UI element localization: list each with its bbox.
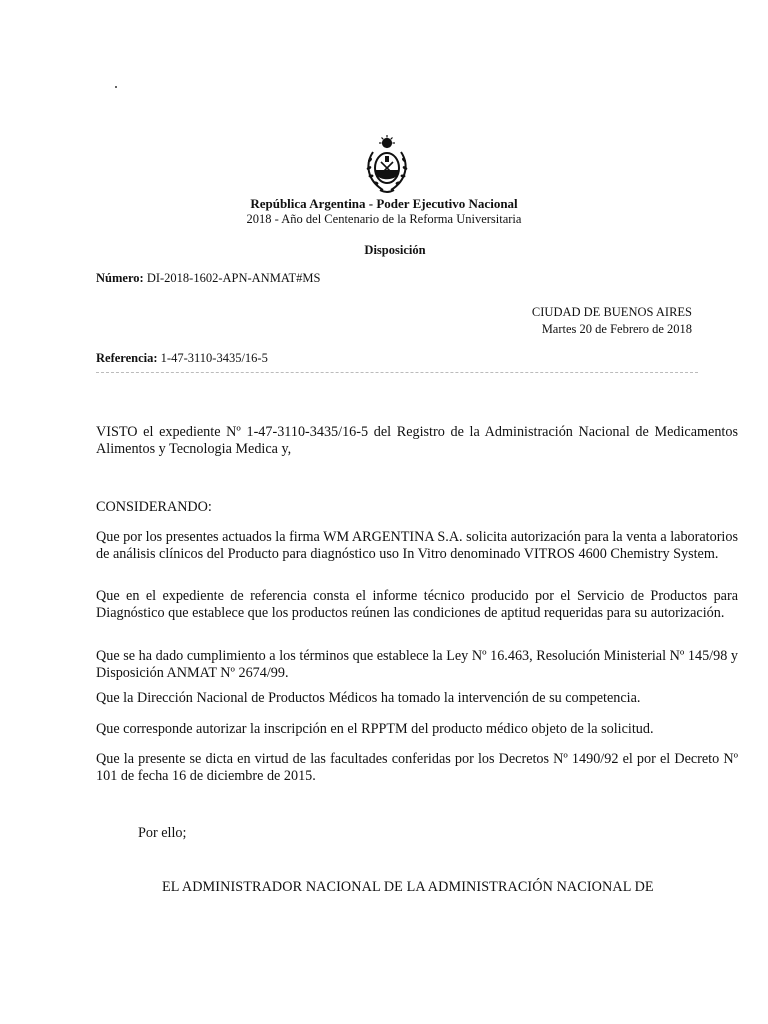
scan-speck [115,86,117,88]
header-government-line: República Argentina - Poder Ejecutivo Nacional [250,196,518,211]
administrador-heading: EL ADMINISTRADOR NACIONAL DE LA ADMINISTRACIÓN NACIONAL DE [162,879,654,895]
document-number [96,271,320,286]
document-number-label: Número: [96,271,144,285]
document-number-value: DI-2018-1602-APN-ANMAT#MS [146,271,321,285]
reference-label: Referencia: [96,351,158,365]
considerando-paragraph-3: Que se ha dado cumplimiento a los términos que establece la Ley Nº 16.463, Resolución Ministerial Nº 145/98 y Disposición ANMAT Nº 2674/99. [96,648,738,681]
city-name: CIUDAD DE BUENOS AIRES [531,305,692,319]
considerando-paragraph-4: Que la Dirección Nacional de Productos Médicos ha tomado la intervención de su competencia. [96,690,641,706]
por-ello-line: Por ello; [138,825,187,841]
considerando-paragraph-1: Que por los presentes actuados la firma WM ARGENTINA S.A. solicita autorización para la venta a laboratorios de análisis clínicos del Producto para diagnóstico uso In Vitro denominado VITROS 4600 Chemistry System. [96,529,738,562]
reference [96,351,268,366]
considerando-heading: CONSIDERANDO: [96,499,212,515]
considerando-paragraph-5: Que corresponde autorizar la inscripción en el RPPTM del producto médico objeto de la solicitud. [96,721,654,737]
considerando-paragraph-2: Que en el expediente de referencia consta el informe técnico producido por el Servicio de Productos para Diagnóstico que establece que los productos reúnen las condiciones de aptitud requeridas para su autorización. [96,588,738,621]
header-year-motto: 2018 - Año del Centenario de la Reforma Universitaria [246,212,522,226]
national-coat-of-arms-icon [363,134,411,196]
considerando-paragraph-6: Que la presente se dicta en virtud de las facultades conferidas por los Decretos Nº 1490/92 el por el Decreto Nº 101 de fecha 16 de diciembre de 2015. [96,751,738,784]
place-and-date [500,304,692,338]
issue-date: Martes 20 de Febrero de 2018 [541,322,692,336]
reference-value: 1-47-3110-3435/16-5 [160,351,268,365]
visto-paragraph: VISTO el expediente Nº 1-47-3110-3435/16-5 del Registro de la Administración Nacional de Medicamentos Alimentos y Tecnologia Medica y, [96,424,738,457]
document-type-title: Disposición [364,243,426,257]
reference-divider [96,372,698,373]
